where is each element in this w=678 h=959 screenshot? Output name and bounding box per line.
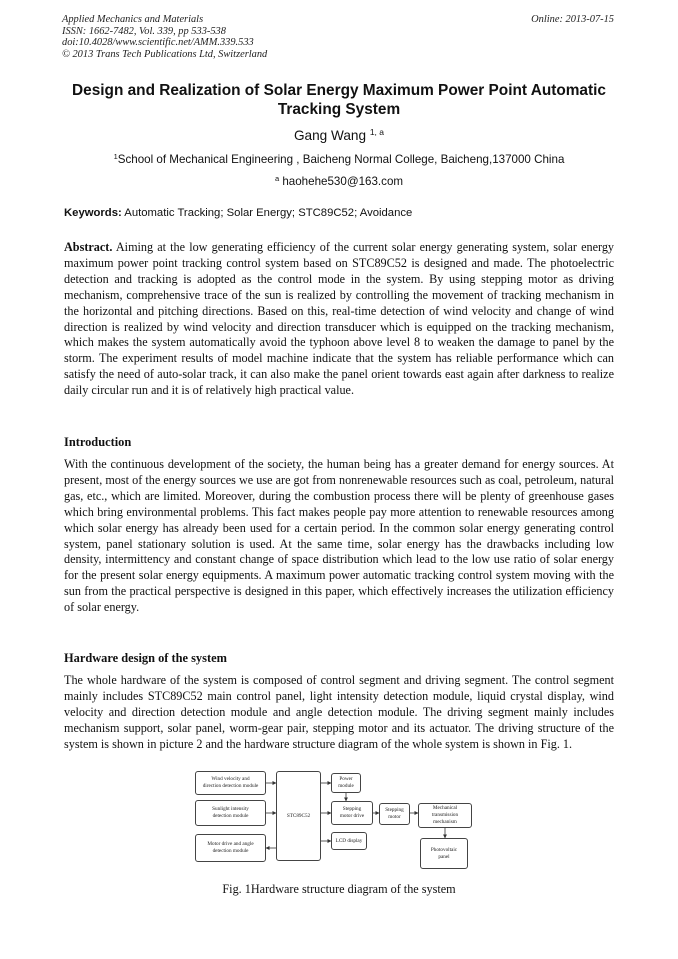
box-mechanical-transmission: Mechanical transmission mechanism [418, 803, 472, 828]
email-address[interactable]: haohehe530@163.com [282, 175, 404, 188]
affiliation-superscript: 1 [113, 152, 118, 161]
box-stc89c52: STC89C52 [276, 771, 321, 861]
box-wind-detection: Wind velocity and direction detection module [195, 771, 266, 795]
issn-line: ISSN: 1662-7482, Vol. 339, pp 533-538 [62, 25, 226, 37]
affiliation [0, 150, 678, 167]
introduction-paragraph: With the continuous development of the society, the human being has a greater demand for energy sources. At present, most of the energy sources we use are got from nonrenewable resources such as coal, petroleum, natural gas, etc., which are limited. Moreover, during the combustion process there will be plenty of greenhouse gases which bring environmental problems. This fact makes people pay more attention to renewable resources among which solar energy has already been used for a certain period. In the common solar energy generating control system, panel stationary solution is used. At the same time, solar energy has the drawbacks including low density, intermittency and constant change of space distribution which lead to the low use ratio of solar energy for the present solar energy equipments. A maximum power automatic tracking control system moving with the sun from the practical perspective is designed in this paper, which effectively increases the utilization efficiency of solar energy. [64, 457, 614, 615]
box-photovoltaic-panel: Photovoltaic panel [420, 838, 468, 869]
box-stepping-motor-drive: Stepping motor drive [331, 801, 373, 825]
email-superscript: a [274, 174, 280, 183]
paper-title: Design and Realization of Solar Energy Maximum Power Point Automatic Tracking System [72, 82, 606, 118]
keywords-label: Keywords: [64, 207, 122, 219]
hardware-structure-diagram [190, 770, 490, 876]
online-date: Online: 2013-07-15 [531, 14, 614, 25]
keywords-text: Automatic Tracking; Solar Energy; STC89C52; Avoidance [124, 207, 413, 219]
figure-caption: Fig. 1Hardware structure diagram of the system [222, 882, 456, 896]
abstract-text: Aiming at the low generating efficiency of the current solar energy generating system, solar energy maximum power point tracking control system based on STC89C52 is designed and made. The photoelectric detection and tracking is adopted as the control mode in the system. By using stepping motor as driving mechanism, comprehensive trace of the sun is realized by controlling the movement of tracking mechanism in the horizontal and pitching directions. Based on this, real-time detection of wind velocity and change of wind direction is realized by wind velocity and direction transducer which is equipped on the tracking mechanism, which makes the system automatically avoid the typhoon above level 8 to weaken the damage to panel by the storm. The experiment results of model machine indicate that the system has reliable performance which can satisfy the need of auto-solar track, it can also make the panel orient towards east again after darkness to realize daily circular run and it is of relatively high practical value. [64, 240, 615, 398]
author-superscript: 1, a [369, 127, 384, 137]
abstract-paragraph [64, 240, 614, 399]
keywords [64, 206, 616, 220]
email-line [0, 172, 678, 189]
affiliation-text: School of Mechanical Engineering , Baicheng Normal College, Baicheng,137000 China [117, 153, 565, 166]
hardware-heading: Hardware design of the system [64, 651, 227, 665]
copyright-line: © 2013 Trans Tech Publications Ltd, Switzerland [62, 48, 268, 60]
box-lcd-display: LCD display [331, 832, 367, 850]
author-line [0, 124, 678, 144]
box-motor-angle-detection: Motor drive and angle detection module [195, 834, 266, 862]
box-power-module: Power module [331, 773, 361, 793]
journal-header [62, 14, 422, 60]
doi-line: doi:10.4028/www.scientific.net/AMM.339.533 [62, 37, 254, 49]
author-name: Gang Wang [293, 128, 367, 143]
journal-name: Applied Mechanics and Materials [62, 14, 204, 25]
introduction-heading: Introduction [64, 435, 132, 449]
box-stepping-motor: Stepping motor [379, 803, 410, 825]
box-sunlight-detection: Sunlight intensity detection module [195, 800, 266, 826]
hardware-paragraph: The whole hardware of the system is composed of control segment and driving segment. The control segment mainly includes STC89C52 main control panel, light intensity detection module, liquid crystal display, wind velocity and direction detection module and angle detection module. The driving segment mainly includes mechanism support, solar panel, worm-gear pair, stepping motor and its actuator. The driving structure of the system is shown in picture 2 and the hardware structure diagram of the whole system is shown in Fig. 1. [64, 673, 614, 751]
abstract-label: Abstract. [64, 240, 113, 254]
